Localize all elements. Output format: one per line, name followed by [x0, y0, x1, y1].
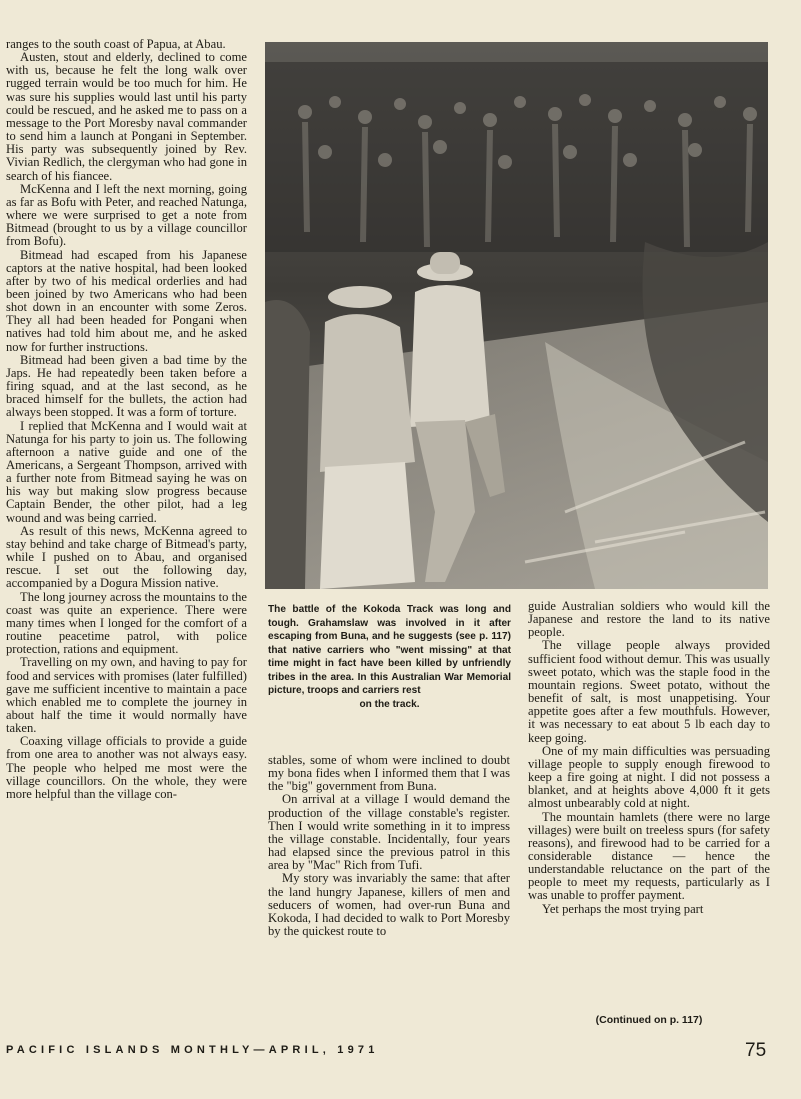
paragraph: On arrival at a village I would demand the production of the village constable's register. Then I would write something in it to impress the village constable. Incidentally, four years had elapsed since the previous patrol in this area by "Mac" Rich from Tufi. — [268, 792, 510, 873]
page-number: 75 — [745, 1040, 767, 1061]
right-text-column — [528, 600, 770, 916]
continued-note: (Continued on p. 117) — [595, 1014, 703, 1026]
paragraph: I replied that McKenna and I would wait at Natunga for his party to join us. The following afternoon a native guide and one of the Americans, a Sergeant Thompson, arrived with a further note from Bitmead saying he was on his way but making slow progress because Captain Bender, the other pilot, had a leg wound and was being carried. — [6, 418, 247, 525]
paragraph: Yet perhaps the most trying part — [542, 901, 704, 916]
paragraph: Travelling on my own, and having to pay for food and services with promises (later fulfilled) gave me sufficient incentive to maintain a pace which enabled me to complete the journey in about half the time it would normally have taken. — [6, 655, 247, 736]
paragraph: McKenna and I left the next morning, going as far as Bofu with Peter, and reached Natunga, where we were surprised to get a note from Bitmead (brought to us by a village councillor from Bofu). — [6, 181, 247, 249]
paragraph: As result of this news, McKenna agreed to stay behind and take charge of Bitmead's party, while I pushed on to Abau, and organised rescue. I set out the following day, accompanied by a Dogura Mission native. — [6, 523, 247, 591]
paragraph: The village people always provided sufficient food without demur. This was usually sweet potato, which was the staple food in the mountain regions. Sweet potato, without the benefit of salt, is most unappetising. Your appetite goes after a few mouthfuls. However, it was necessary to eat about 5 lb each day to keep going. — [528, 638, 770, 745]
left-text-column — [6, 38, 247, 801]
paragraph: Bitmead had escaped from his Japanese captors at the native hospital, had been looked after by two of his medical orderlies and had been joined by two Americans who had been shot down in an encounter with some Zeros. They all had been headed for Pongani when natives had told him about me, and he asked now for further instructions. — [6, 247, 247, 354]
photo-caption — [268, 603, 511, 711]
caption-body: The battle of the Kokoda Track was long and tough. Grahamslaw was involved in it after escaping from Buna, and he suggests (see p. 117) that native carriers who "went missing" at that time might in fact have been killed by unfriendly tribes in the area. In this Australian War Memorial picture, troops and carriers rest — [268, 604, 511, 696]
middle-text-column — [268, 754, 510, 938]
paragraph: My story was invariably the same: that after the land hungry Japanese, killers of men and seducers of women, had over-run Buna and Kokoda, I had decided to walk to Port Moresby by the quickest route to — [268, 871, 510, 939]
paragraph: Bitmead had been given a bad time by the Japs. He had repeatedly been taken before a firing squad, and at the last second, as he braced himself for the bullets, the action had always been stopped. It was a form of torture. — [6, 352, 247, 420]
paragraph: The long journey across the mountains to the coast was quite an experience. There were many times when I longed for the comfort of a routine peacetime patrol, with police protection, rations and equipment. — [6, 589, 247, 657]
paragraph: The mountain hamlets (there were no large villages) were built on treeless spurs (for safety reasons), and firewood had to be carried for a considerable distance — hence the understandable reluctance on the part of the people to meet my requests, particularly as I was unable to proffer payment. — [528, 809, 770, 903]
paragraph: ranges to the south coast of Papua, at Abau. — [6, 37, 226, 51]
paragraph: Austen, stout and elderly, declined to come with us, because he felt the long walk over rugged terrain would be too much for him. He was sure his supplies would last until his party could be rescued, and he asked me to pass on a message to the Port Moresby naval commander to send him a launch at Pongani in September. His party was subsequently joined by Rev. Vivian Redlich, the clergyman who had gone in search of his fiancee. — [6, 50, 247, 183]
paragraph: One of my main difficulties was persuading village people to supply enough firewood to keep a fire going at night. I did not possess a blanket, and at heights above 4,000 ft it gets almost unbearably cold at night. — [528, 743, 770, 811]
war-photograph — [265, 42, 768, 589]
caption-last-line: on the track. — [359, 698, 420, 710]
paragraph: Coaxing village officials to provide a guide from one area to another was not always easy. The people who helped me most were the village councillors. On the whole, they were more helpful than the village con- — [6, 734, 247, 801]
paragraph: guide Australian soldiers who would kill the Japanese and restore the land to its native people. — [528, 599, 770, 640]
masthead-footer: PACIFIC ISLANDS MONTHLY—APRIL, 1971 — [6, 1044, 379, 1056]
paragraph: stables, some of whom were inclined to doubt my bona fides when I informed them that I was the "big" government from Buna. — [268, 753, 510, 794]
